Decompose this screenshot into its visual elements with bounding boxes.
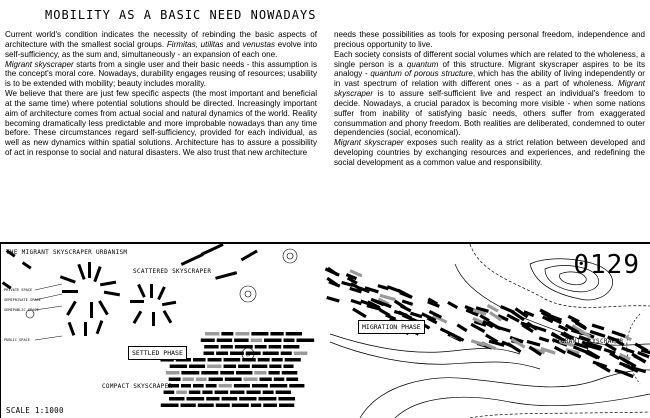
left-paragraph: Migrant skyscraper starts from a single user and their basic needs - this assumption is the concept's moral core. Nowadays, durability engages reusing of resources; usability is to be extended with mobility; beauty includes morality. [5, 59, 318, 89]
compact-block [217, 339, 232, 343]
compact-block [235, 345, 253, 349]
label-migrant-skyscraper: MIGRANT SKYSCRAPER [553, 338, 624, 345]
migrant-block [325, 267, 340, 276]
page-title: MOBILITY AS A BASIC NEED NOWADAYS [45, 8, 317, 22]
compact-block [170, 365, 187, 369]
scattered-skyscraper-blocks [2, 244, 258, 336]
right-paragraph: Migrant skyscraper exposes such reality as a strict relation between developed and developing countries by exchanging resources and experiences, and redefining the social development as a common value and responsibility. [334, 138, 645, 167]
compact-block [161, 404, 179, 408]
compact-block [258, 397, 276, 401]
migrant-block [352, 307, 367, 318]
compact-block [225, 378, 242, 382]
migrant-block [326, 296, 339, 303]
compact-block [221, 332, 233, 336]
compact-block [215, 391, 229, 395]
migrant-block [630, 366, 646, 373]
compact-block [286, 332, 302, 336]
compact-block [283, 345, 299, 349]
compact-block [224, 358, 241, 362]
compact-block [201, 339, 215, 343]
compact-block [263, 404, 277, 408]
right-paragraph: needs these possibilities as tools for exposing personal freedom, independence and precious opportunity to live. [334, 30, 645, 49]
compact-block [276, 391, 291, 395]
compact-block [255, 345, 267, 349]
legend-private: PRIVATE SPACE [4, 288, 33, 292]
compact-block [208, 358, 222, 362]
compact-block [284, 339, 295, 343]
compact-block [251, 332, 268, 336]
legend-semipublic: SEMIPUBLIC SPACE [4, 308, 39, 312]
compact-block [216, 404, 230, 408]
compact-skyscraper-blocks [160, 332, 314, 407]
compact-block [198, 404, 214, 408]
compact-block [263, 391, 274, 395]
compact-block [270, 332, 283, 336]
label-scattered-skyscraper: SCATTERED SKYSCRAPER [133, 268, 212, 275]
legend-semiprivate: SEMIPRIVATE SPACE [4, 298, 41, 302]
compact-block [193, 384, 204, 388]
compact-block [286, 378, 298, 382]
compact-block [230, 352, 244, 356]
compact-block [258, 358, 270, 362]
left-paragraph: Current world's condition indicates the necessity of rebinding the basic aspects of architecture with the smallest social groups. Firmitas, utilitas and venustas evolve into self-sufficiency, as the sum and, simultaneously - an expansion of each one. [5, 30, 317, 59]
compact-block [272, 358, 283, 362]
compact-block [206, 384, 217, 388]
compact-block [169, 397, 184, 401]
compact-block [189, 391, 200, 395]
compact-block [281, 352, 292, 356]
label-compact-skyscraper: COMPACT SKYSCRAPER [102, 383, 173, 390]
migrant-block [527, 340, 541, 347]
compact-block [297, 339, 315, 343]
compact-block [232, 404, 249, 408]
compact-block [201, 371, 218, 375]
compact-block [206, 397, 219, 401]
urbanism-drawing [0, 244, 650, 418]
compact-block [251, 339, 262, 343]
compact-block [269, 345, 282, 349]
compact-block [251, 404, 261, 408]
compact-block [285, 358, 301, 362]
text-column-left [5, 30, 317, 158]
migrant-block [471, 339, 485, 346]
compact-block [252, 365, 267, 369]
compact-block [289, 384, 304, 388]
text-column-right [334, 30, 645, 168]
migrant-block [500, 305, 515, 314]
drawing-caption: THE MIGRANT SKYSCRAPER URBANISM [6, 249, 128, 256]
label-settled-phase: SETTLED PHASE [128, 346, 187, 360]
leader-lines [35, 284, 62, 340]
label-migration-phase: MIGRATION PHASE [358, 320, 425, 334]
migrant-block [539, 336, 550, 342]
migrant-block [364, 286, 378, 293]
right-paragraph: Each society consists of different social volumes which are related to the wholeness, a single person is a quantum of this structure. Migrant skyscraper aspires to be its analogy - quantum of porous structure, which has the ability of living independently or in vast spectrum of relation with different ones - as a part of wholeness. Migrant skyscraper is to assure self-sufficient live and respect an individual's freedom to decide. Nowadays, a crucial paradox is becoming more visible - when some nations suffer from inability of satisfying basic needs, others suffer from exaggerated consummation and phony freedom. Both realities are deliberated, condemned to outer dependencies (social, economical). [334, 49, 645, 138]
compact-block [252, 384, 268, 388]
migrant-block [554, 346, 566, 355]
compact-block [246, 391, 260, 395]
migrant-block [456, 324, 467, 333]
compact-block [189, 365, 205, 369]
compact-block [244, 378, 258, 382]
compact-block [181, 371, 199, 375]
compact-block [186, 397, 204, 401]
compact-block [202, 391, 212, 395]
compact-block [279, 404, 294, 408]
compact-block [242, 358, 256, 362]
compact-block [176, 391, 187, 395]
compact-block [204, 345, 218, 349]
migrant-block [592, 324, 605, 331]
migrant-block [621, 347, 634, 354]
compact-block [193, 358, 206, 362]
migrant-block [410, 312, 422, 319]
compact-block [209, 378, 223, 382]
compact-block [219, 384, 232, 388]
compact-block [181, 404, 196, 408]
compact-block [224, 365, 237, 369]
migrant-block [400, 304, 412, 312]
compact-block [222, 397, 238, 401]
compact-block [220, 371, 234, 375]
compact-block [269, 371, 280, 375]
compact-block [269, 365, 281, 369]
sheet-number: 0129 [573, 250, 640, 280]
compact-block [196, 378, 207, 382]
compact-block [238, 365, 250, 369]
compact-block [283, 365, 293, 369]
compact-block [260, 378, 272, 382]
compact-block [282, 371, 298, 375]
compact-block [264, 339, 282, 343]
compact-block [169, 378, 181, 382]
compact-block [235, 332, 249, 336]
compact-block [239, 397, 256, 401]
compact-block [263, 352, 279, 356]
compact-block [207, 365, 221, 369]
compact-block [216, 352, 228, 356]
legend-public: PUBLIC SPACE [4, 338, 30, 342]
migrant-block [447, 301, 458, 309]
compact-block [278, 397, 295, 401]
trees [26, 249, 297, 360]
compact-block [294, 352, 308, 356]
compact-block [246, 352, 261, 356]
migrant-block [350, 299, 361, 305]
compact-block [181, 384, 191, 388]
compact-block [205, 332, 219, 336]
compact-block [183, 378, 194, 382]
compact-block [274, 378, 285, 382]
compact-block [166, 371, 180, 375]
left-paragraph: We believe that there are just few specific aspects (the most important and beneficial at the same time) where potential solutions should be directed. Increasingly important aim of architecture comes from actual social and natural dynamics of the world. Reality becoming dramatically less predictable and more improbable nowadays than any time before. These circumstances regard self-sufficiency, provided for each individual, as well as new dynamics within spatial solutions. Architecture has to assure a possibility of act in response to social and natural disasters. We also trust that new architecture [5, 89, 317, 158]
compact-block [236, 371, 252, 375]
compact-block [221, 345, 233, 349]
compact-block [234, 384, 250, 388]
compact-block [230, 391, 244, 395]
compact-block [204, 352, 215, 356]
compact-block [164, 391, 175, 395]
scale-label: SCALE 1:1000 [6, 406, 64, 415]
compact-block [270, 384, 287, 388]
compact-block [254, 371, 266, 375]
compact-block [234, 339, 248, 343]
